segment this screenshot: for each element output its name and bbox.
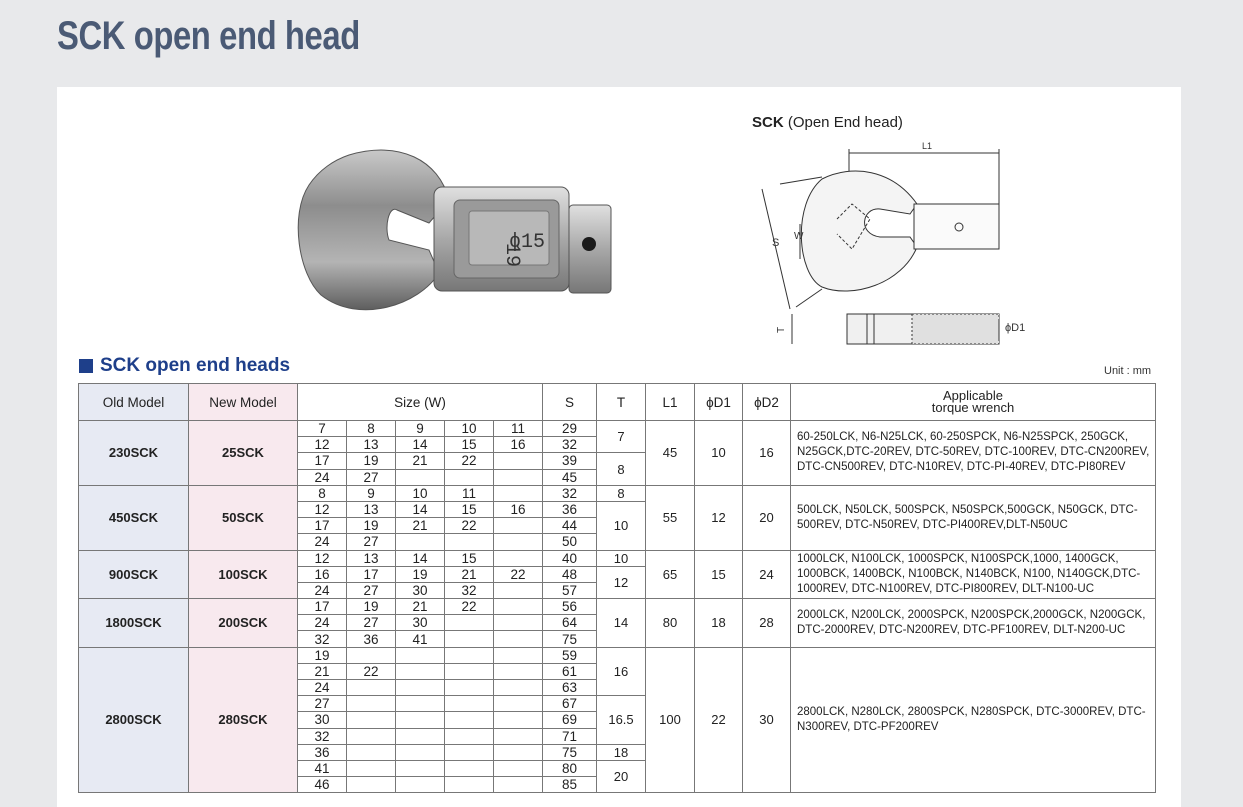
- size-cell: 13: [347, 437, 396, 453]
- t-cell: 10: [597, 501, 646, 550]
- size-cell: [445, 696, 494, 712]
- size-cell: [347, 744, 396, 760]
- size-cell: [445, 744, 494, 760]
- size-cell: [494, 663, 543, 679]
- size-cell: [494, 615, 543, 631]
- size-cell: [445, 469, 494, 485]
- size-cell: [494, 550, 543, 566]
- header-t: T: [597, 384, 646, 421]
- t-cell: 8: [597, 485, 646, 501]
- size-cell: [494, 599, 543, 615]
- size-cell: 46: [298, 777, 347, 793]
- size-cell: 22: [445, 599, 494, 615]
- old-model-cell: 1800SCK: [79, 599, 189, 648]
- size-cell: [347, 777, 396, 793]
- size-cell: 14: [396, 437, 445, 453]
- size-cell: 11: [445, 485, 494, 501]
- size-cell: 41: [298, 760, 347, 776]
- size-cell: 27: [347, 582, 396, 598]
- size-cell: [494, 744, 543, 760]
- size-cell: 14: [396, 501, 445, 517]
- s-cell: 48: [543, 566, 597, 582]
- size-cell: 32: [298, 631, 347, 647]
- size-cell: 15: [445, 550, 494, 566]
- size-cell: [396, 712, 445, 728]
- size-cell: 7: [298, 421, 347, 437]
- diagram-label-t: T: [776, 326, 787, 333]
- s-cell: 39: [543, 453, 597, 469]
- size-cell: 24: [298, 469, 347, 485]
- size-cell: [396, 696, 445, 712]
- size-cell: 17: [298, 599, 347, 615]
- size-cell: [494, 696, 543, 712]
- t-cell: 16.5: [597, 696, 646, 745]
- size-cell: 16: [494, 501, 543, 517]
- d1-cell: 22: [695, 647, 743, 793]
- size-cell: 19: [347, 599, 396, 615]
- size-cell: 19: [298, 647, 347, 663]
- size-cell: 22: [445, 453, 494, 469]
- old-model-cell: 230SCK: [79, 421, 189, 486]
- d2-cell: 24: [743, 550, 791, 599]
- size-cell: 32: [298, 728, 347, 744]
- applicable-wrench-cell: 2000LCK, N200LCK, 2000SPCK, N200SPCK,2000GCK, N200GCK, DTC-2000REV, DTC-N200REV, DTC-PF100REV, DLT-N200-UC: [791, 599, 1156, 648]
- new-model-cell: 200SCK: [189, 599, 298, 648]
- l1-cell: 100: [646, 647, 695, 793]
- d1-cell: 10: [695, 421, 743, 486]
- size-cell: 21: [445, 566, 494, 582]
- size-cell: 22: [494, 566, 543, 582]
- unit-label: Unit : mm: [1104, 365, 1152, 377]
- size-cell: 16: [298, 566, 347, 582]
- l1-cell: 80: [646, 599, 695, 648]
- l1-cell: 65: [646, 550, 695, 599]
- t-cell: 16: [597, 647, 646, 696]
- size-cell: [396, 469, 445, 485]
- new-model-cell: 25SCK: [189, 421, 298, 486]
- d1-cell: 18: [695, 599, 743, 648]
- spec-sheet: [57, 87, 1181, 807]
- header-d1: ϕD1: [695, 384, 743, 421]
- s-cell: 32: [543, 437, 597, 453]
- d2-cell: 20: [743, 485, 791, 550]
- header-d2: ϕD2: [743, 384, 791, 421]
- size-cell: 41: [396, 631, 445, 647]
- size-cell: 24: [298, 615, 347, 631]
- size-cell: 13: [347, 550, 396, 566]
- sck-diagram: [752, 109, 1082, 354]
- d2-cell: 30: [743, 647, 791, 793]
- sck-head-photo: [289, 145, 619, 345]
- new-model-cell: 50SCK: [189, 485, 298, 550]
- applicable-wrench-cell: 500LCK, N50LCK, 500SPCK, N50SPCK,500GCK, N50GCK, DTC-500REV, DTC-N50REV, DTC-PI400REV,DLT-N50UC: [791, 485, 1156, 550]
- size-cell: [494, 680, 543, 696]
- l1-cell: 55: [646, 485, 695, 550]
- s-cell: 36: [543, 501, 597, 517]
- new-model-cell: 280SCK: [189, 647, 298, 793]
- size-cell: 27: [347, 534, 396, 550]
- size-cell: [445, 712, 494, 728]
- table-row: [79, 647, 1156, 663]
- size-cell: 30: [396, 582, 445, 598]
- photo-size-mark: 19: [500, 243, 523, 268]
- size-cell: 9: [347, 485, 396, 501]
- size-cell: 27: [298, 696, 347, 712]
- header-size: Size (W): [298, 384, 543, 421]
- size-cell: 21: [396, 518, 445, 534]
- size-cell: 32: [445, 582, 494, 598]
- size-cell: 15: [445, 437, 494, 453]
- s-cell: 71: [543, 728, 597, 744]
- t-cell: 10: [597, 550, 646, 566]
- t-cell: 12: [597, 566, 646, 598]
- diagram-title: SCK (Open End head): [752, 114, 903, 131]
- header-s: S: [543, 384, 597, 421]
- table-row: [79, 550, 1156, 566]
- size-cell: [494, 469, 543, 485]
- size-cell: [494, 582, 543, 598]
- table-row: [79, 485, 1156, 501]
- applicable-wrench-cell: 60-250LCK, N6-N25LCK, 60-250SPCK, N6-N25SPCK, 250GCK, N25GCK,DTC-20REV, DTC-50REV, DTC-100REV, DTC-CN200REV, DTC-CN500REV, DTC-N10REV, DTC-PI-40REV, DTC-PI80REV: [791, 421, 1156, 486]
- diagram-label-w: W: [794, 231, 804, 242]
- s-cell: 59: [543, 647, 597, 663]
- size-cell: [445, 663, 494, 679]
- size-cell: 19: [347, 453, 396, 469]
- size-cell: 12: [298, 501, 347, 517]
- diagram-label-l1: L1: [922, 141, 933, 151]
- size-cell: [445, 777, 494, 793]
- size-cell: [396, 680, 445, 696]
- s-cell: 63: [543, 680, 597, 696]
- size-cell: [445, 647, 494, 663]
- size-cell: [396, 534, 445, 550]
- size-cell: 30: [396, 615, 445, 631]
- square-bullet-icon: [79, 359, 93, 373]
- size-cell: 14: [396, 550, 445, 566]
- size-cell: 19: [396, 566, 445, 582]
- size-cell: 17: [298, 518, 347, 534]
- t-cell: 7: [597, 421, 646, 453]
- size-cell: [494, 518, 543, 534]
- s-cell: 67: [543, 696, 597, 712]
- size-cell: 17: [347, 566, 396, 582]
- size-cell: 12: [298, 437, 347, 453]
- s-cell: 80: [543, 760, 597, 776]
- t-cell: 14: [597, 599, 646, 648]
- s-cell: 75: [543, 744, 597, 760]
- s-cell: 29: [543, 421, 597, 437]
- s-cell: 45: [543, 469, 597, 485]
- size-cell: 36: [347, 631, 396, 647]
- size-cell: [347, 696, 396, 712]
- size-cell: 24: [298, 534, 347, 550]
- size-cell: [347, 647, 396, 663]
- size-cell: [494, 777, 543, 793]
- size-cell: [445, 760, 494, 776]
- size-cell: 11: [494, 421, 543, 437]
- s-cell: 75: [543, 631, 597, 647]
- size-cell: [396, 647, 445, 663]
- size-cell: 13: [347, 501, 396, 517]
- size-cell: [347, 760, 396, 776]
- size-cell: [396, 663, 445, 679]
- diagram-label-s: S: [772, 237, 780, 249]
- size-cell: [396, 728, 445, 744]
- size-cell: 21: [298, 663, 347, 679]
- size-cell: 21: [396, 599, 445, 615]
- size-cell: [494, 760, 543, 776]
- size-cell: [445, 728, 494, 744]
- size-cell: [445, 534, 494, 550]
- t-cell: 20: [597, 760, 646, 792]
- d2-cell: 28: [743, 599, 791, 648]
- s-cell: 32: [543, 485, 597, 501]
- s-cell: 50: [543, 534, 597, 550]
- applicable-wrench-cell: 1000LCK, N100LCK, 1000SPCK, N100SPCK,1000, 1400GCK, 1000BCK, 1400BCK, N100BCK, N140BCK, N100, N140GCK,DTC-1000REV, DTC-N100REV, DTC-PI800REV, DLT-N100-UC: [791, 550, 1156, 599]
- d2-cell: 16: [743, 421, 791, 486]
- size-cell: 8: [298, 485, 347, 501]
- new-model-cell: 100SCK: [189, 550, 298, 599]
- s-cell: 40: [543, 550, 597, 566]
- size-cell: 9: [396, 421, 445, 437]
- size-cell: 19: [347, 518, 396, 534]
- size-cell: [494, 485, 543, 501]
- s-cell: 64: [543, 615, 597, 631]
- size-cell: [347, 728, 396, 744]
- header-l1: L1: [646, 384, 695, 421]
- table-row: [79, 599, 1156, 615]
- size-cell: [494, 631, 543, 647]
- size-cell: 36: [298, 744, 347, 760]
- size-cell: [396, 744, 445, 760]
- header-new-model: New Model: [189, 384, 298, 421]
- size-cell: [494, 647, 543, 663]
- size-cell: [347, 680, 396, 696]
- page-title: SCK open end head: [57, 14, 360, 58]
- size-cell: 24: [298, 680, 347, 696]
- s-cell: 44: [543, 518, 597, 534]
- size-cell: [445, 615, 494, 631]
- s-cell: 61: [543, 663, 597, 679]
- size-cell: [396, 777, 445, 793]
- d1-cell: 15: [695, 550, 743, 599]
- size-cell: 27: [347, 469, 396, 485]
- size-cell: 22: [445, 518, 494, 534]
- s-cell: 56: [543, 599, 597, 615]
- spec-table: [78, 383, 1156, 793]
- size-cell: 21: [396, 453, 445, 469]
- l1-cell: 45: [646, 421, 695, 486]
- s-cell: 85: [543, 777, 597, 793]
- size-cell: 12: [298, 550, 347, 566]
- size-cell: 8: [347, 421, 396, 437]
- size-cell: 17: [298, 453, 347, 469]
- applicable-wrench-cell: 2800LCK, N280LCK, 2800SPCK, N280SPCK, DTC-3000REV, DTC-N300REV, DTC-PF200REV: [791, 647, 1156, 793]
- size-cell: [396, 760, 445, 776]
- size-cell: 27: [347, 615, 396, 631]
- size-cell: [494, 534, 543, 550]
- old-model-cell: 2800SCK: [79, 647, 189, 793]
- old-model-cell: 450SCK: [79, 485, 189, 550]
- size-cell: 24: [298, 582, 347, 598]
- size-cell: [494, 712, 543, 728]
- table-row: [79, 421, 1156, 437]
- t-cell: 8: [597, 453, 646, 485]
- spec-table-body: [79, 421, 1156, 793]
- size-cell: 10: [396, 485, 445, 501]
- size-cell: [347, 712, 396, 728]
- photo-phi-mark: ϕ15: [509, 231, 546, 254]
- header-old-model: Old Model: [79, 384, 189, 421]
- size-cell: 30: [298, 712, 347, 728]
- size-cell: 16: [494, 437, 543, 453]
- diagram-label-d1: ϕD1: [1005, 322, 1026, 334]
- d1-cell: 12: [695, 485, 743, 550]
- old-model-cell: 900SCK: [79, 550, 189, 599]
- header-applicable-wrench: Applicable torque wrench: [791, 384, 1156, 421]
- size-cell: [445, 631, 494, 647]
- size-cell: [445, 680, 494, 696]
- size-cell: [494, 453, 543, 469]
- size-cell: 22: [347, 663, 396, 679]
- t-cell: 18: [597, 744, 646, 760]
- s-cell: 57: [543, 582, 597, 598]
- size-cell: 10: [445, 421, 494, 437]
- size-cell: 15: [445, 501, 494, 517]
- size-cell: [494, 728, 543, 744]
- s-cell: 69: [543, 712, 597, 728]
- section-heading: SCK open end heads: [79, 355, 290, 377]
